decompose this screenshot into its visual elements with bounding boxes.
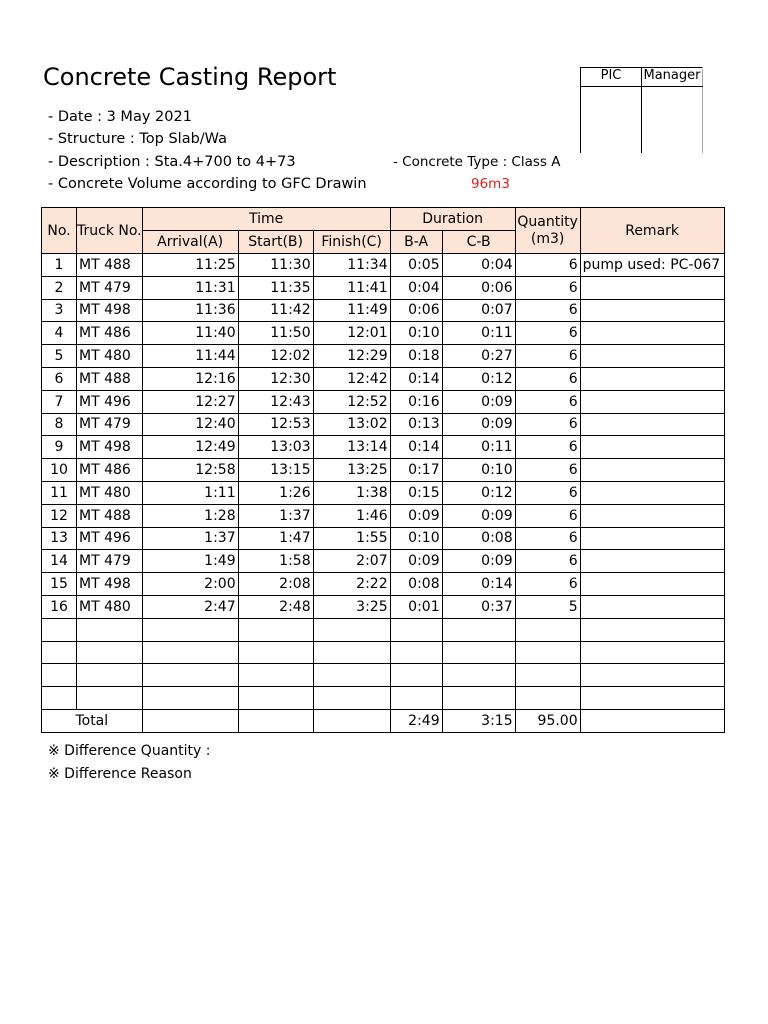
date-line: - Date : 3 May 2021	[48, 109, 192, 125]
cell-truck-no: MT 479	[77, 550, 143, 573]
cell-quantity: 6	[515, 413, 580, 436]
cell-cb: 0:37	[442, 595, 515, 618]
cell-quantity: 6	[515, 345, 580, 368]
cell-no: 4	[42, 322, 77, 345]
cell-cb: 0:08	[442, 527, 515, 550]
cell-truck-no: MT 479	[77, 276, 143, 299]
cell-remark	[580, 641, 724, 664]
cell-no: 2	[42, 276, 77, 299]
cell-no	[42, 664, 77, 687]
cell-quantity	[515, 641, 580, 664]
cell-quantity: 6	[515, 254, 580, 277]
cell-finish: 12:52	[313, 390, 390, 413]
volume-line: - Concrete Volume according to GFC Drawin	[48, 176, 367, 192]
cell-finish: 11:34	[313, 254, 390, 277]
table-row	[42, 550, 725, 573]
cell-start: 1:58	[238, 550, 313, 573]
cell-ba: 0:17	[390, 459, 442, 482]
cell-truck-no: MT 488	[77, 367, 143, 390]
cell-quantity	[515, 687, 580, 710]
table-row	[42, 504, 725, 527]
cell-remark	[580, 618, 724, 641]
cell-finish: 1:55	[313, 527, 390, 550]
table-row	[42, 390, 725, 413]
cell-finish: 2:07	[313, 550, 390, 573]
cell-arrival: 12:58	[142, 459, 238, 482]
cell-no: 9	[42, 436, 77, 459]
cell-truck-no: MT 496	[77, 527, 143, 550]
approval-manager-signature[interactable]	[642, 87, 703, 154]
page-title: Concrete Casting Report	[43, 63, 337, 91]
cell-ba: 0:01	[390, 595, 442, 618]
total-cb: 3:15	[442, 709, 515, 732]
header-time: Time	[142, 208, 390, 231]
concrete-type-line: - Concrete Type : Class A	[393, 154, 561, 170]
cell-truck-no: MT 480	[77, 595, 143, 618]
total-finish	[313, 709, 390, 732]
cell-no	[42, 687, 77, 710]
cell-remark	[580, 481, 724, 504]
cell-remark	[580, 664, 724, 687]
cell-start: 12:53	[238, 413, 313, 436]
cell-remark	[580, 595, 724, 618]
table-body	[42, 254, 725, 710]
cell-truck-no: MT 480	[77, 345, 143, 368]
cell-truck-no: MT 498	[77, 299, 143, 322]
cell-quantity: 6	[515, 276, 580, 299]
cell-remark	[580, 573, 724, 596]
cell-cb: 0:27	[442, 345, 515, 368]
cell-finish: 12:42	[313, 367, 390, 390]
structure-line: - Structure : Top Slab/Wa	[48, 131, 227, 147]
cell-finish: 1:46	[313, 504, 390, 527]
cell-no	[42, 641, 77, 664]
cell-arrival: 2:00	[142, 573, 238, 596]
cell-start: 12:43	[238, 390, 313, 413]
cell-finish: 1:38	[313, 481, 390, 504]
approval-pic-label: PIC	[581, 68, 642, 87]
table-row	[42, 345, 725, 368]
cell-no: 11	[42, 481, 77, 504]
cell-finish: 11:41	[313, 276, 390, 299]
cell-start: 1:47	[238, 527, 313, 550]
cell-truck-no	[77, 641, 143, 664]
cell-start	[238, 687, 313, 710]
cell-cb	[442, 687, 515, 710]
approval-box	[580, 67, 703, 153]
cell-no: 6	[42, 367, 77, 390]
difference-quantity-label: ※ Difference Quantity :	[48, 743, 211, 759]
cell-start: 13:15	[238, 459, 313, 482]
cell-no: 5	[42, 345, 77, 368]
table-row	[42, 664, 725, 687]
header-arrival: Arrival(A)	[142, 231, 238, 254]
table-row	[42, 459, 725, 482]
cell-truck-no: MT 488	[77, 504, 143, 527]
cell-cb: 0:09	[442, 504, 515, 527]
cell-arrival: 1:11	[142, 481, 238, 504]
table-row	[42, 254, 725, 277]
cell-no: 14	[42, 550, 77, 573]
cell-quantity	[515, 618, 580, 641]
total-ba: 2:49	[390, 709, 442, 732]
total-remark	[580, 709, 724, 732]
cell-arrival: 1:49	[142, 550, 238, 573]
cell-arrival: 12:27	[142, 390, 238, 413]
cell-finish	[313, 664, 390, 687]
cell-ba: 0:14	[390, 367, 442, 390]
cell-start: 11:50	[238, 322, 313, 345]
cell-truck-no	[77, 687, 143, 710]
table-row	[42, 573, 725, 596]
cell-quantity: 6	[515, 390, 580, 413]
difference-reason-label: ※ Difference Reason	[48, 766, 192, 782]
cell-ba: 0:18	[390, 345, 442, 368]
cell-ba: 0:06	[390, 299, 442, 322]
cell-no: 1	[42, 254, 77, 277]
cell-ba	[390, 664, 442, 687]
cell-remark	[580, 504, 724, 527]
cell-truck-no	[77, 618, 143, 641]
cell-ba: 0:16	[390, 390, 442, 413]
cell-quantity: 6	[515, 550, 580, 573]
cell-start	[238, 664, 313, 687]
approval-manager-label: Manager	[642, 68, 703, 87]
cell-finish: 12:29	[313, 345, 390, 368]
cell-quantity: 6	[515, 367, 580, 390]
cell-truck-no: MT 498	[77, 436, 143, 459]
cell-quantity: 6	[515, 527, 580, 550]
cell-no: 7	[42, 390, 77, 413]
cell-truck-no: MT 479	[77, 413, 143, 436]
volume-value: 96m3	[471, 176, 510, 192]
cell-ba	[390, 641, 442, 664]
cell-ba: 0:13	[390, 413, 442, 436]
cell-arrival: 11:25	[142, 254, 238, 277]
cell-finish: 13:14	[313, 436, 390, 459]
cell-remark	[580, 299, 724, 322]
cell-no: 3	[42, 299, 77, 322]
cell-truck-no: MT 488	[77, 254, 143, 277]
cell-cb: 0:14	[442, 573, 515, 596]
cell-quantity: 6	[515, 322, 580, 345]
cell-no: 16	[42, 595, 77, 618]
cell-quantity: 6	[515, 459, 580, 482]
cell-quantity	[515, 664, 580, 687]
cell-truck-no	[77, 664, 143, 687]
cell-cb: 0:11	[442, 436, 515, 459]
cell-arrival	[142, 641, 238, 664]
cell-ba: 0:09	[390, 550, 442, 573]
table-row	[42, 618, 725, 641]
cell-arrival: 11:44	[142, 345, 238, 368]
cell-cb	[442, 664, 515, 687]
cell-ba: 0:10	[390, 527, 442, 550]
cell-arrival: 12:49	[142, 436, 238, 459]
cell-quantity: 6	[515, 299, 580, 322]
cell-start: 11:30	[238, 254, 313, 277]
cell-finish: 2:22	[313, 573, 390, 596]
cell-finish	[313, 687, 390, 710]
cell-arrival: 11:36	[142, 299, 238, 322]
cell-cb: 0:12	[442, 481, 515, 504]
cell-ba: 0:14	[390, 436, 442, 459]
cell-cb: 0:06	[442, 276, 515, 299]
approval-pic-signature[interactable]	[581, 87, 642, 154]
cell-start: 1:26	[238, 481, 313, 504]
table-row	[42, 481, 725, 504]
cell-truck-no: MT 486	[77, 322, 143, 345]
cell-start: 2:48	[238, 595, 313, 618]
cell-ba: 0:08	[390, 573, 442, 596]
header-quantity: Quantity (m3)	[515, 208, 580, 254]
cell-start	[238, 641, 313, 664]
cell-remark	[580, 687, 724, 710]
header-duration: Duration	[390, 208, 515, 231]
casting-table	[41, 207, 725, 733]
cell-arrival	[142, 664, 238, 687]
cell-arrival	[142, 618, 238, 641]
cell-arrival: 11:31	[142, 276, 238, 299]
cell-start: 11:42	[238, 299, 313, 322]
cell-truck-no: MT 480	[77, 481, 143, 504]
cell-finish: 13:25	[313, 459, 390, 482]
cell-arrival: 11:40	[142, 322, 238, 345]
cell-ba: 0:15	[390, 481, 442, 504]
header-ba: B-A	[390, 231, 442, 254]
cell-no: 8	[42, 413, 77, 436]
cell-remark	[580, 345, 724, 368]
cell-ba: 0:04	[390, 276, 442, 299]
total-arrival	[142, 709, 238, 732]
cell-cb: 0:12	[442, 367, 515, 390]
cell-remark	[580, 436, 724, 459]
cell-ba: 0:05	[390, 254, 442, 277]
cell-remark	[580, 322, 724, 345]
cell-no: 12	[42, 504, 77, 527]
table-row	[42, 322, 725, 345]
cell-truck-no: MT 486	[77, 459, 143, 482]
cell-cb: 0:09	[442, 413, 515, 436]
total-quantity: 95.00	[515, 709, 580, 732]
cell-cb: 0:10	[442, 459, 515, 482]
table-row	[42, 367, 725, 390]
cell-arrival: 12:40	[142, 413, 238, 436]
cell-cb: 0:09	[442, 550, 515, 573]
cell-remark	[580, 550, 724, 573]
total-start	[238, 709, 313, 732]
total-label: Total	[42, 709, 143, 732]
cell-quantity: 5	[515, 595, 580, 618]
header-no: No.	[42, 208, 77, 254]
header-cb: C-B	[442, 231, 515, 254]
cell-finish	[313, 641, 390, 664]
cell-arrival: 1:37	[142, 527, 238, 550]
cell-start	[238, 618, 313, 641]
cell-cb: 0:09	[442, 390, 515, 413]
table-row	[42, 413, 725, 436]
cell-cb: 0:07	[442, 299, 515, 322]
cell-arrival	[142, 687, 238, 710]
cell-quantity: 6	[515, 573, 580, 596]
cell-start: 2:08	[238, 573, 313, 596]
cell-remark: pump used: PC-067	[580, 254, 724, 277]
cell-ba	[390, 618, 442, 641]
table-row	[42, 527, 725, 550]
cell-finish: 3:25	[313, 595, 390, 618]
cell-start: 13:03	[238, 436, 313, 459]
cell-remark	[580, 276, 724, 299]
cell-cb: 0:11	[442, 322, 515, 345]
table-row	[42, 687, 725, 710]
header-finish: Finish(C)	[313, 231, 390, 254]
header-start: Start(B)	[238, 231, 313, 254]
cell-arrival: 12:16	[142, 367, 238, 390]
cell-no: 15	[42, 573, 77, 596]
table-row	[42, 595, 725, 618]
cell-finish: 11:49	[313, 299, 390, 322]
cell-start: 12:30	[238, 367, 313, 390]
cell-arrival: 1:28	[142, 504, 238, 527]
header-remark: Remark	[580, 208, 724, 254]
cell-cb: 0:04	[442, 254, 515, 277]
cell-no: 13	[42, 527, 77, 550]
cell-start: 1:37	[238, 504, 313, 527]
cell-finish	[313, 618, 390, 641]
cell-no	[42, 618, 77, 641]
cell-quantity: 6	[515, 436, 580, 459]
description-line: - Description : Sta.4+700 to 4+73	[48, 154, 296, 170]
cell-remark	[580, 367, 724, 390]
cell-start: 11:35	[238, 276, 313, 299]
cell-finish: 12:01	[313, 322, 390, 345]
cell-cb	[442, 618, 515, 641]
cell-remark	[580, 459, 724, 482]
cell-arrival: 2:47	[142, 595, 238, 618]
cell-remark	[580, 390, 724, 413]
table-row	[42, 276, 725, 299]
table-row	[42, 436, 725, 459]
cell-cb	[442, 641, 515, 664]
cell-truck-no: MT 498	[77, 573, 143, 596]
cell-quantity: 6	[515, 481, 580, 504]
header-truck-no: Truck No.	[77, 208, 143, 254]
cell-ba: 0:09	[390, 504, 442, 527]
cell-no: 10	[42, 459, 77, 482]
cell-remark	[580, 413, 724, 436]
cell-truck-no: MT 496	[77, 390, 143, 413]
cell-start: 12:02	[238, 345, 313, 368]
table-row	[42, 641, 725, 664]
cell-quantity: 6	[515, 504, 580, 527]
cell-ba: 0:10	[390, 322, 442, 345]
table-row	[42, 299, 725, 322]
cell-remark	[580, 527, 724, 550]
cell-ba	[390, 687, 442, 710]
cell-finish: 13:02	[313, 413, 390, 436]
total-row	[42, 709, 725, 732]
